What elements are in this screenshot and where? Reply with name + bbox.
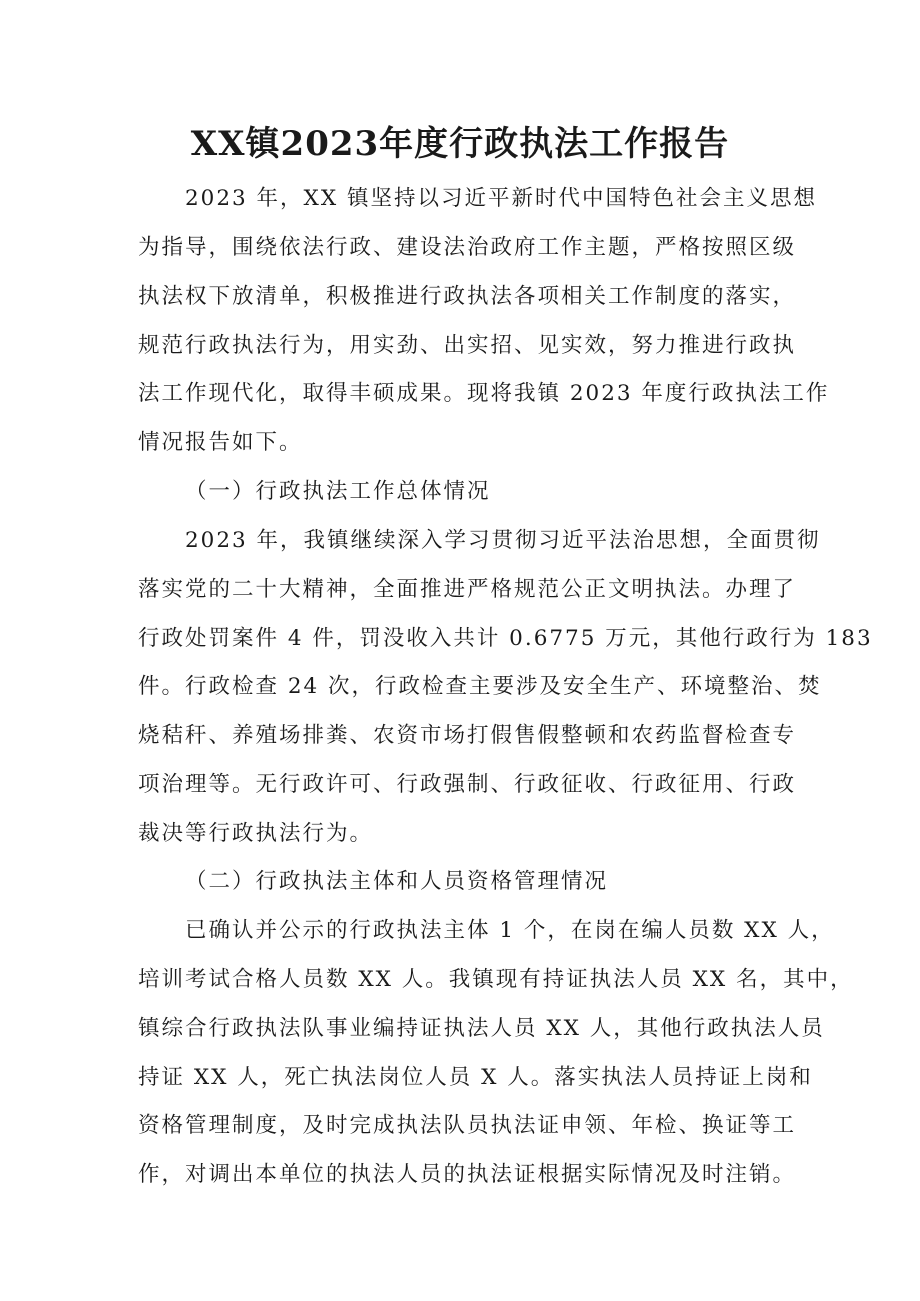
section-line: 落实党的二十大精神，全面推进严格规范公正文明执法。办理了 xyxy=(138,577,797,602)
intro-line: 情况报告如下。 xyxy=(138,430,303,455)
section-line: 2023 年，我镇继续深入学习贯彻习近平法治思想，全面贯彻 xyxy=(185,528,821,553)
section-heading: （二）行政执法主体和人员资格管理情况 xyxy=(185,869,609,894)
section-line: 资格管理制度，及时完成执法队员执法证申领、年检、换证等工 xyxy=(138,1113,797,1138)
section-line: 已确认并公示的行政执法主体 1 个，在岗在编人员数 XX 人， xyxy=(185,918,835,943)
section-heading: （一）行政执法工作总体情况 xyxy=(185,479,491,504)
intro-line: 2023 年，XX 镇坚持以习近平新时代中国特色社会主义思想 xyxy=(185,186,817,211)
document-title: XX镇2023年度行政执法工作报告 xyxy=(190,124,730,164)
intro-line: 为指导，围绕依法行政、建设法治政府工作主题，严格按照区级 xyxy=(138,235,797,260)
section-line: 镇综合行政执法队事业编持证执法人员 XX 人，其他行政执法人员 xyxy=(138,1016,825,1041)
section-line: 培训考试合格人员数 XX 人。我镇现有持证执法人员 XX 名，其中， xyxy=(138,967,854,992)
section-line: 件。行政检查 24 次，行政检查主要涉及安全生产、环境整治、焚 xyxy=(138,674,822,699)
intro-line: 规范行政执法行为，用实劲、出实招、见实效，努力推进行政执 xyxy=(138,333,797,358)
section-line: 作，对调出本单位的执法人员的执法证根据实际情况及时注销。 xyxy=(138,1162,797,1187)
section-line: 烧秸秆、养殖场排粪、农资市场打假售假整顿和农药监督检查专 xyxy=(138,723,797,748)
intro-line: 法工作现代化，取得丰硕成果。现将我镇 2023 年度行政执法工作 xyxy=(138,381,830,406)
section-line: 裁决等行政执法行为。 xyxy=(138,821,374,846)
intro-line: 执法权下放清单，积极推进行政执法各项相关工作制度的落实， xyxy=(138,284,797,309)
section-line: 项治理等。无行政许可、行政强制、行政征收、行政征用、行政 xyxy=(138,772,797,797)
section-line: 持证 XX 人，死亡执法岗位人员 X 人。落实执法人员持证上岗和 xyxy=(138,1065,813,1090)
section-line: 行政处罚案件 4 件，罚没收入共计 0.6775 万元，其他行政行为 183 xyxy=(138,626,873,651)
